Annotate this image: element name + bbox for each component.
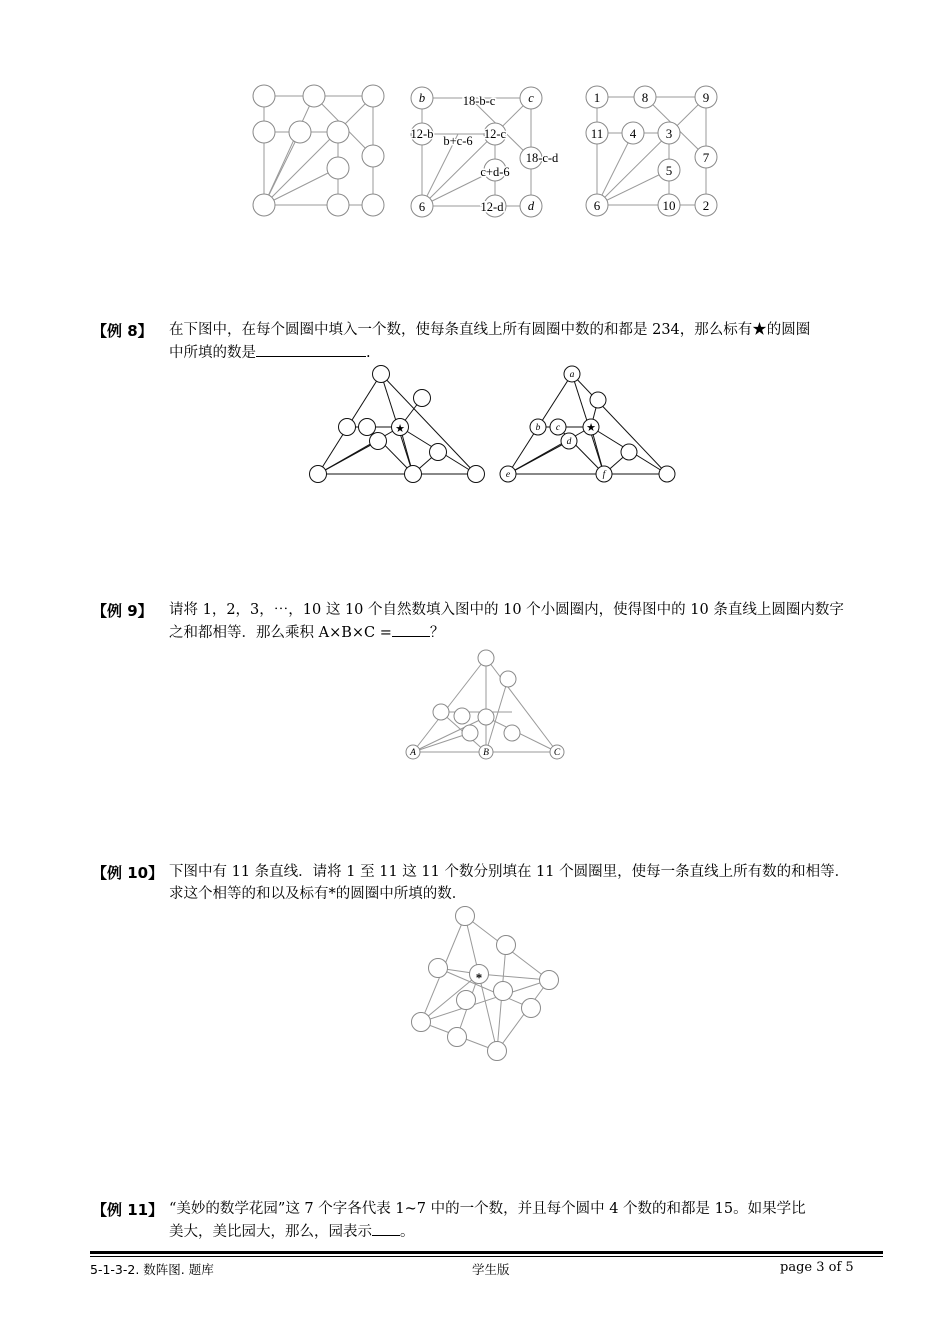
num-7: 7 <box>702 150 710 165</box>
label-b-plus-c-6: b+c-6 <box>443 134 473 148</box>
label-6: 6 <box>418 200 426 214</box>
example-11-line1: “美妙的数学花园”这 7 个字各代表 1~7 中的一个数，并且每个圆中 4 个数的和都是 15。如果学比 <box>169 1201 806 1217</box>
example-10-label: 【例 10】 <box>92 864 164 882</box>
num-5: 5 <box>665 163 673 178</box>
footer-rule-thick <box>90 1251 883 1254</box>
label-12-c: 12-c <box>483 127 507 141</box>
example-9-line2-text: 之和都相等．那么乘积 A×B×C = <box>169 625 392 641</box>
footer-page-number: page 3 of 5 <box>780 1260 854 1275</box>
label-12-d: 12-d <box>480 200 504 214</box>
num-4: 4 <box>629 126 637 141</box>
num-1: 1 <box>593 90 601 105</box>
label-B: B <box>483 748 489 758</box>
num-2: 2 <box>702 198 710 213</box>
example-8-line2-end: . <box>366 345 371 361</box>
example-8-label: 【例 8】 <box>92 322 153 340</box>
example-9-line1: 请将 1，2，3，⋯，10 这 10 个自然数填入图中的 10 个小圆圈内，使得图中的 10 条直线上圆圈内数字 <box>169 602 844 618</box>
example-11-line2 <box>169 1220 415 1243</box>
star-icon: ★ <box>586 422 596 434</box>
label-18-c-d: 18-c-d <box>525 151 559 165</box>
label-c: c <box>555 423 561 433</box>
example-11-label: 【例 11】 <box>92 1201 164 1219</box>
example-10-line1: 下图中有 11 条直线．请将 1 至 11 这 11 个数分别填在 11 个圆圈里，使每一条直线上所有数的和相等． <box>169 864 850 880</box>
label-b: b <box>535 423 541 433</box>
asterisk-icon: * <box>475 970 483 985</box>
example-10-line2: 求这个相等的和以及标有*的圆圈中所填的数． <box>169 886 467 902</box>
label-a: a <box>569 370 575 380</box>
answer-blank <box>372 1220 400 1236</box>
footer-left: 5-1-3-2. 数阵图. 题库 <box>90 1262 214 1277</box>
example-11-line2-end: 。 <box>400 1224 415 1240</box>
example-8-line2-text: 中所填的数是 <box>169 345 256 361</box>
label-d: d <box>527 199 535 213</box>
label-C: C <box>553 748 561 758</box>
label-c: c <box>528 91 534 105</box>
num-6: 6 <box>593 198 601 213</box>
label-c-plus-d-6: c+d-6 <box>480 165 510 179</box>
figure-ex10-lines <box>421 916 549 1051</box>
example-8-line1: 在下图中，在每个圆圈中填入一个数，使每条直线上所有圆圈中数的和都是 234，那么标有★的圆圈 <box>169 322 811 338</box>
num-11: 11 <box>590 126 604 141</box>
example-11-line2-text: 美大，美比园大，那么，园表示 <box>169 1224 372 1240</box>
label-e: e <box>505 470 511 480</box>
label-b: b <box>418 91 426 105</box>
num-10: 10 <box>662 198 676 213</box>
num-8: 8 <box>641 90 649 105</box>
num-9: 9 <box>702 90 710 105</box>
figure-ex10-circles <box>412 907 559 1061</box>
footer-center: 学生版 <box>472 1262 510 1277</box>
example-9-label: 【例 9】 <box>92 602 153 620</box>
label-12-b: 12-b <box>410 127 434 141</box>
label-A: A <box>410 748 416 758</box>
example-9-line2-end: ？ <box>429 625 445 641</box>
label-d: d <box>566 437 572 447</box>
star-icon: ★ <box>395 423 405 435</box>
label-18-b-c: 18-b-c <box>462 94 496 108</box>
num-3: 3 <box>665 126 673 141</box>
label-f: f <box>602 470 606 480</box>
footer-rule-thin <box>90 1256 883 1257</box>
